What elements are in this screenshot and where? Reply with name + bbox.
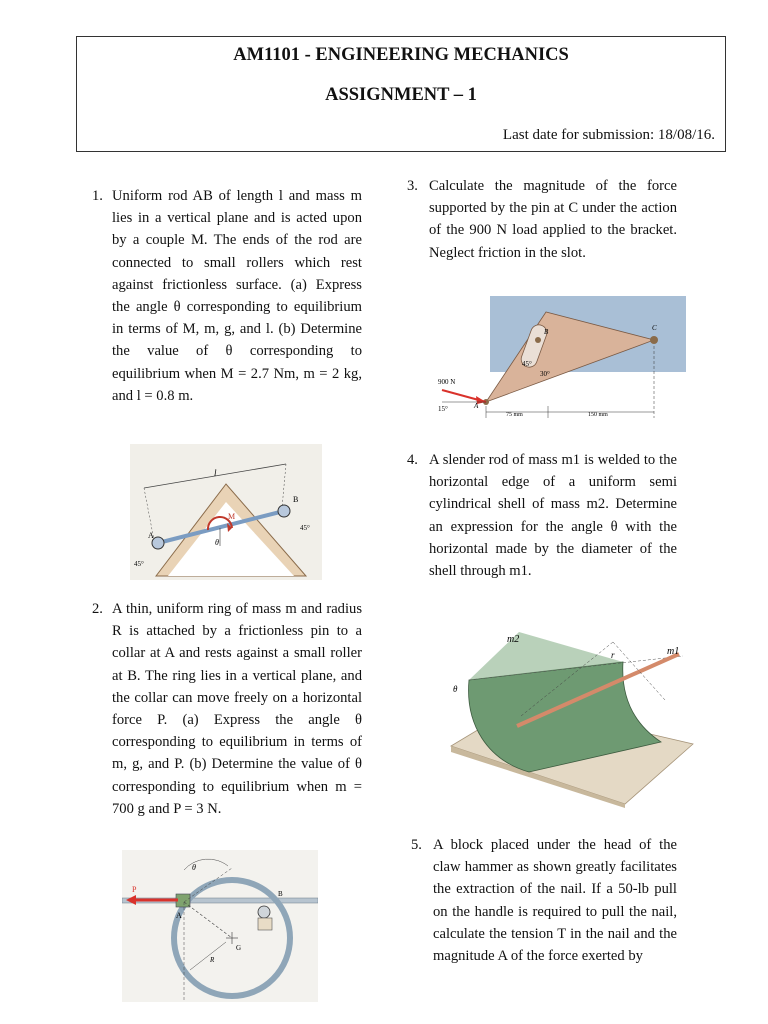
fig4-label-theta: θ <box>453 684 458 694</box>
figure-2-ring-collar <box>122 850 318 1002</box>
fig4-label-m2: m2 <box>507 634 520 645</box>
question-5-number: 5. <box>411 837 422 853</box>
fig1-label-45-left: 45° <box>134 560 144 568</box>
fig3-label-a: A <box>474 402 479 410</box>
fig3-label-load: 900 N <box>438 378 456 386</box>
fig1-label-45-right: 45° <box>300 524 310 532</box>
fig1-label-a: A <box>148 531 154 540</box>
fig3-label-75mm: 75 mm <box>506 412 523 418</box>
question-5-text: A block placed under the head of the claw hammer as shown greatly facilitates the extraction of the nail. If a 50-lb pull on the handle is required to pull the nail, calculate the tension T in the nail and the magnitude A of the force exerted by <box>433 837 677 965</box>
assignment-title: ASSIGNMENT – 1 <box>325 85 477 105</box>
fig1-label-b: B <box>293 495 299 504</box>
fig4-label-m1: m1 <box>667 646 680 657</box>
fig1-label-m: M <box>228 512 236 521</box>
fig3-label-c: C <box>652 324 657 332</box>
fig3-label-150mm: 150 mm <box>588 412 608 418</box>
fig3-label-15: 15° <box>438 405 448 413</box>
fig2-label-a: A <box>176 911 182 920</box>
question-3-text: Calculate the magnitude of the force supported by the pin at C under the action of the 900 N load applied to the bracket. Neglect friction in the slot. <box>429 178 677 261</box>
question-1-text: Uniform rod AB of length l and mass m lies in a vertical plane and is acted upon by a couple M. The ends of the rod are connected to small rollers which rest against frictionless surface. (a) Express the angle θ corresponding to equilibrium in terms of M, m, g, and l. (b) Determine the value of θ corresponding to equilibrium when M = 2.7 Nm, m = 2 kg, and l = 0.8 m. <box>112 188 362 404</box>
fig3-label-b: B <box>544 328 549 336</box>
question-2-number: 2. <box>92 601 103 617</box>
fig2-label-r: R <box>210 956 215 964</box>
submission-deadline: Last date for submission: 18/08/16. <box>502 127 715 143</box>
figure-1-rod-rollers <box>130 444 322 580</box>
fig1-label-theta: θ <box>215 538 219 547</box>
fig2-label-p: P <box>132 885 137 894</box>
figure-4-semicylinder <box>425 596 695 808</box>
fig3-label-30: 30° <box>540 370 550 378</box>
question-4-text: A slender rod of mass m1 is welded to the horizontal edge of a uniform semi cylindrical shell of mass m2. Determine an expression for the angle θ with the horizontal made by the diameter of the shell through m1. <box>429 452 677 580</box>
fig1-label-l: l <box>214 468 217 478</box>
question-4-number: 4. <box>407 452 418 468</box>
header-box <box>76 36 726 152</box>
fig2-label-g: G <box>236 944 242 952</box>
figure-3-bracket <box>430 296 686 420</box>
fig3-label-45: 45° <box>522 360 532 368</box>
question-1-number: 1. <box>92 188 103 204</box>
question-2-text: A thin, uniform ring of mass m and radius R is attached by a frictionless pin to a collar at A and rests against a small roller at B. The ring lies in a vertical plane, and the collar can move freely on a horizontal force P. (a) Express the angle θ corresponding to equilibrium in terms of m, g, and P. (b) Determine the value of θ corresponding to equilibrium when m = 700 g and P = 3 N. <box>112 601 362 817</box>
course-title: AM1101 - ENGINEERING MECHANICS <box>233 45 569 65</box>
fig2-label-b: B <box>278 890 283 898</box>
question-3-number: 3. <box>407 178 418 194</box>
fig4-label-r: r <box>611 650 615 660</box>
fig2-label-theta: θ <box>192 863 196 872</box>
